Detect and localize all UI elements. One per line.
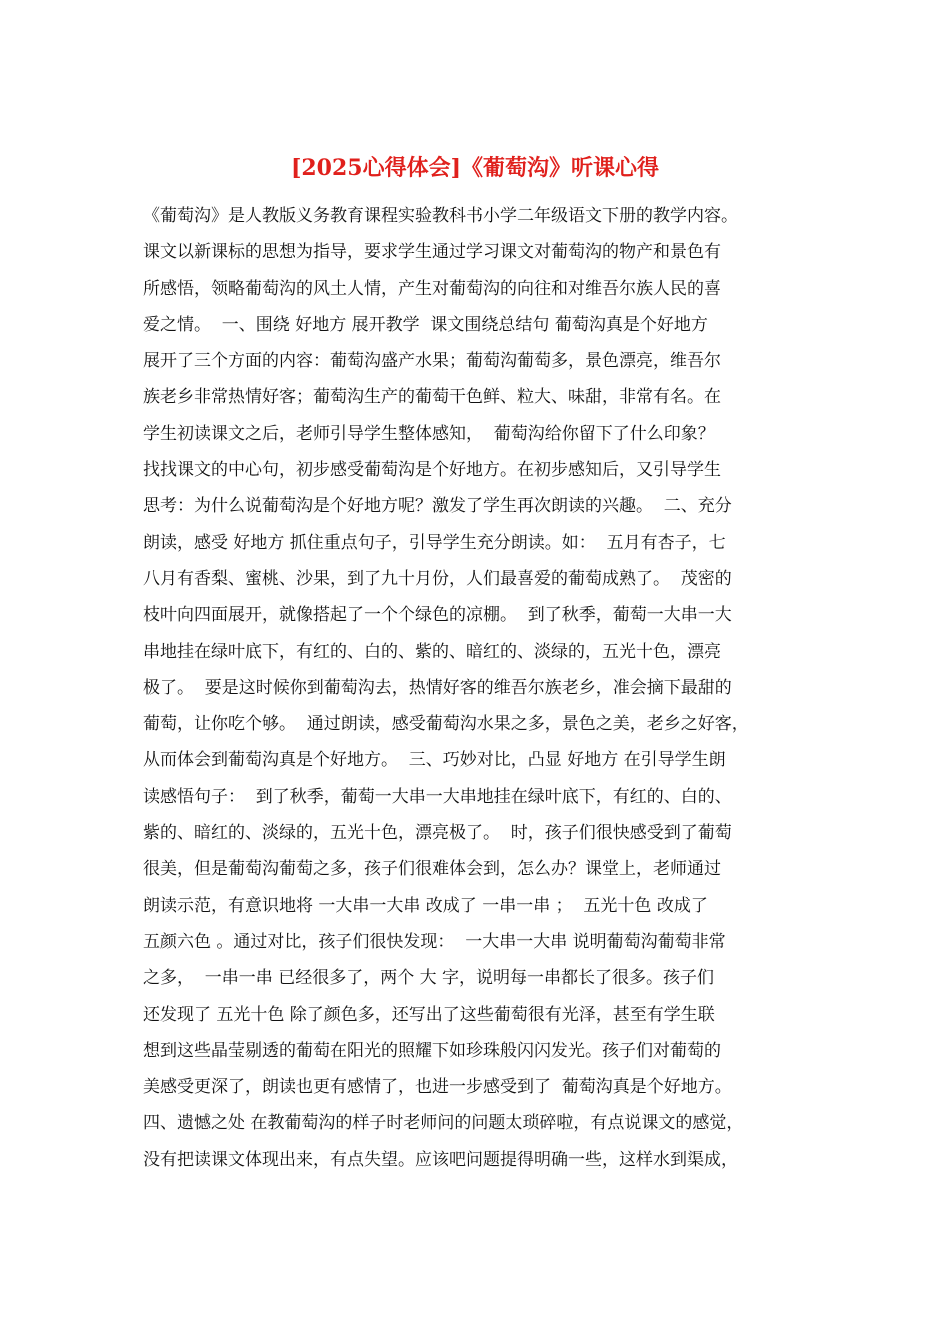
body-line-4: 爱之情。 一、围绕 好地方 展开教学 课文围绕总结句 葡萄沟真是个好地方 [143,314,708,335]
document-title: [2025心得体会]《葡萄沟》听课心得 [290,155,660,181]
body-line-25: 美感受更深了，朗读也更有感情了，也进一步感受到了 葡萄沟真是个好地方。 [143,1077,732,1098]
body-line-5: 展开了三个方面的内容：葡萄沟盛产水果；葡萄沟葡萄多，景色漂亮，维吾尔 [143,351,721,372]
body-line-17: 读感悟句子： 到了秋季，葡萄一大串一大串地挂在绿叶底下，有红的、白的、 [143,786,732,807]
body-line-8: 找找课文的中心句，初步感受葡萄沟是个好地方。在初步感知后，又引导学生 [143,460,721,481]
body-line-13: 串地挂在绿叶底下，有红的、白的、紫的、暗红的、淡绿的，五光十色，漂亮 [143,641,721,662]
body-line-11: 八月有香梨、蜜桃、沙果，到了九十月份，人们最喜爱的葡萄成熟了。 茂密的 [143,568,732,589]
body-line-15: 葡萄，让你吃个够。 通过朗读，感受葡萄沟水果之多，景色之美，老乡之好客， [143,714,749,735]
body-line-21: 五颜六色 。通过对比，孩子们很快发现： 一大串一大串 说明葡萄沟葡萄非常 [143,931,726,952]
body-line-27: 没有把读课文体现出来，有点失望。应该吧问题提得明确一些，这样水到渠成， [143,1149,738,1170]
body-line-20: 朗读示范，有意识地将 一大串一大串 改成了 一串一串 ； 五光十色 改成了 [143,895,708,916]
body-line-16: 从而体会到葡萄沟真是个好地方。 三、巧妙对比，凸显 好地方 在引导学生朗 [143,750,726,771]
body-line-22: 之多， 一串一串 已经很多了，两个 大 字，说明每一串都长了很多。孩子们 [143,968,715,989]
body-line-9: 思考：为什么说葡萄沟是个好地方呢？激发了学生再次朗读的兴趣。 二、充分 [143,496,732,517]
body-line-1: 《葡萄沟》是人教版义务教育课程实验教科书小学二年级语文下册的教学内容。 [143,206,738,226]
body-line-19: 很美，但是葡萄沟葡萄之多，孩子们很难体会到，怎么办？课堂上，老师通过 [143,859,721,880]
body-line-14: 极了。 要是这时候你到葡萄沟去，热情好客的维吾尔族老乡，准会摘下最甜的 [143,677,732,698]
body-line-10: 朗读，感受 好地方 抓住重点句子，引导学生充分朗读。如： 五月有杏子，七 [143,532,726,553]
body-line-12: 枝叶向四面展开，就像搭起了一个个绿色的凉棚。 到了秋季，葡萄一大串一大 [143,605,732,626]
body-line-23: 还发现了 五光十色 除了颜色多，还写出了这些葡萄很有光泽，甚至有学生联 [143,1004,715,1025]
body-line-3: 所感悟，领略葡萄沟的风土人情，产生对葡萄沟的向往和对维吾尔族人民的喜 [143,278,721,299]
body-line-7: 学生初读课文之后，老师引导学生整体感知， 葡萄沟给你留下了什么印象？ [143,423,715,444]
body-line-2: 课文以新课标的思想为指导，要求学生通过学习课文对葡萄沟的物产和景色有 [143,242,721,263]
document-body [143,198,833,1178]
body-line-26: 四、遗憾之处 在教葡萄沟的样子时老师问的问题太琐碎啦，有点说课文的感觉， [143,1113,744,1134]
body-line-24: 想到这些晶莹剔透的葡萄在阳光的照耀下如珍珠般闪闪发光。孩子们对葡萄的 [143,1040,721,1061]
body-line-18: 紫的、暗红的、淡绿的，五光十色，漂亮极了。 时，孩子们很快感受到了葡萄 [143,823,732,844]
body-line-6: 族老乡非常热情好客；葡萄沟生产的葡萄干色鲜、粒大、味甜，非常有名。在 [143,387,721,408]
